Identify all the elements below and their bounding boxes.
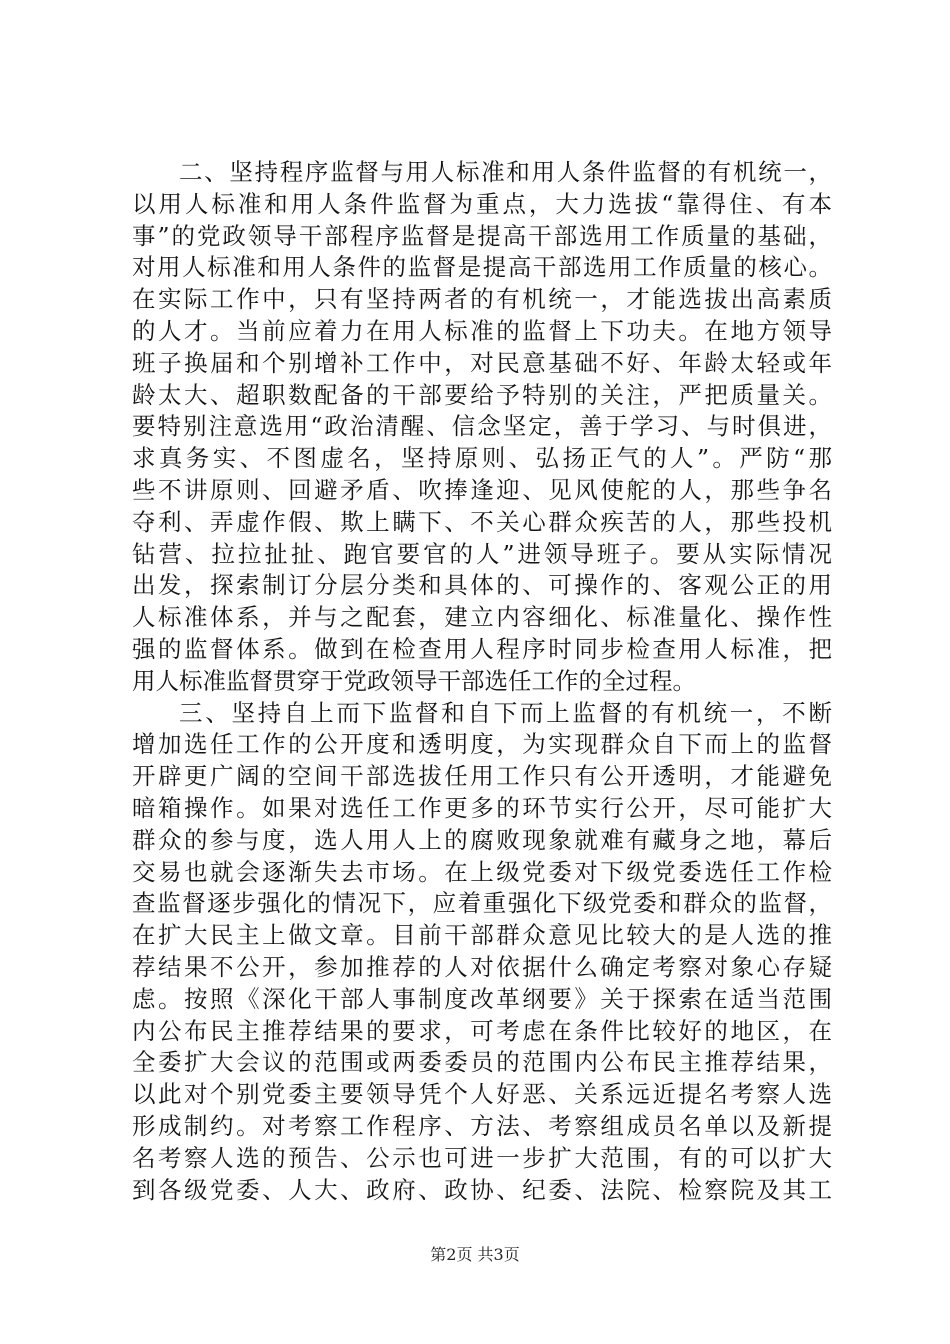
page-footer: 第2页 共3页 <box>430 1245 520 1264</box>
text-line: 荐结果不公开，参加推荐的人对依据什么确定考察对象心存疑 <box>132 952 832 981</box>
text-line: 交易也就会逐渐失去市场。在上级党委对下级党委选任工作检 <box>132 857 832 886</box>
text-line: 以此对个别党委主要领导凭个人好恶、关系远近提名考察人选 <box>132 1080 832 1109</box>
text-line: 二、坚持程序监督与用人标准和用人条件监督的有机统一， <box>179 158 832 186</box>
body-text <box>132 157 832 1206</box>
text-line: 些不讲原则、回避矛盾、吹捧逢迎、见风使舵的人，那些争名 <box>132 475 832 504</box>
text-line: 用人标准监督贯穿于党政领导干部选任工作的全过程。 <box>132 666 696 695</box>
text-line: 钻营、拉拉扯扯、跑官要官的人”进领导班子。要从实际情况 <box>132 539 832 568</box>
text-line: 开辟更广阔的空间干部选拔任用工作只有公开透明，才能避免 <box>132 762 832 791</box>
text-line: 夺利、弄虚作假、欺上瞒下、不关心群众疾苦的人，那些投机 <box>132 507 832 536</box>
text-line: 虑。按照《深化干部人事制度改革纲要》关于探索在适当范围 <box>132 984 832 1013</box>
text-line: 在实际工作中，只有坚持两者的有机统一，才能选拔出高素质 <box>132 285 832 314</box>
text-line: 对用人标准和用人条件的监督是提高干部选用工作质量的核心。 <box>132 253 832 282</box>
text-line: 形成制约。对考察工作程序、方法、考察组成员名单以及新提 <box>132 1111 832 1140</box>
text-line: 龄太大、超职数配备的干部要给予特别的关注，严把质量关。 <box>132 380 832 409</box>
text-line: 查监督逐步强化的情况下，应着重强化下级党委和群众的监督， <box>132 889 832 918</box>
text-line: 出发，探索制订分层分类和具体的、可操作的、客观公正的用 <box>132 571 832 600</box>
text-line: 强的监督体系。做到在检查用人程序时同步检查用人标准，把 <box>132 634 832 663</box>
text-line: 班子换届和个别增补工作中，对民意基础不好、年龄太轻或年 <box>132 348 832 377</box>
text-line: 名考察人选的预告、公示也可进一步扩大范围，有的可以扩大 <box>132 1143 832 1172</box>
text-line: 内公布民主推荐结果的要求，可考虑在条件比较好的地区，在 <box>132 1016 832 1045</box>
text-line: 到各级党委、人大、政府、政协、纪委、法院、检察院及其工 <box>132 1175 832 1204</box>
text-line: 全委扩大会议的范围或两委委员的范围内公布民主推荐结果， <box>132 1048 832 1077</box>
text-line: 群众的参与度，选人用人上的腐败现象就难有藏身之地，幕后 <box>132 825 832 854</box>
text-line: 的人才。当前应着力在用人标准的监督上下功夫。在地方领导 <box>132 316 832 345</box>
text-line: 事”的党政领导干部程序监督是提高干部选用工作质量的基础， <box>132 221 832 250</box>
text-line: 三、坚持自上而下监督和自下而上监督的有机统一，不断 <box>179 698 832 727</box>
text-line: 要特别注意选用“政治清醒、信念坚定，善于学习、与时俱进， <box>132 412 832 441</box>
text-line: 在扩大民主上做文章。目前干部群众意见比较大的是人选的推 <box>132 921 832 950</box>
text-line: 求真务实、不图虚名，坚持原则、弘扬正气的人”。严防“那 <box>132 444 832 473</box>
text-line: 增加选任工作的公开度和透明度，为实现群众自下而上的监督 <box>132 730 832 759</box>
text-line: 人标准体系，并与之配套，建立内容细化、标准量化、操作性 <box>132 603 832 632</box>
text-line: 暗箱操作。如果对选任工作更多的环节实行公开，尽可能扩大 <box>132 793 832 822</box>
text-line: 以用人标准和用人条件监督为重点，大力选拔“靠得住、有本 <box>132 189 832 218</box>
